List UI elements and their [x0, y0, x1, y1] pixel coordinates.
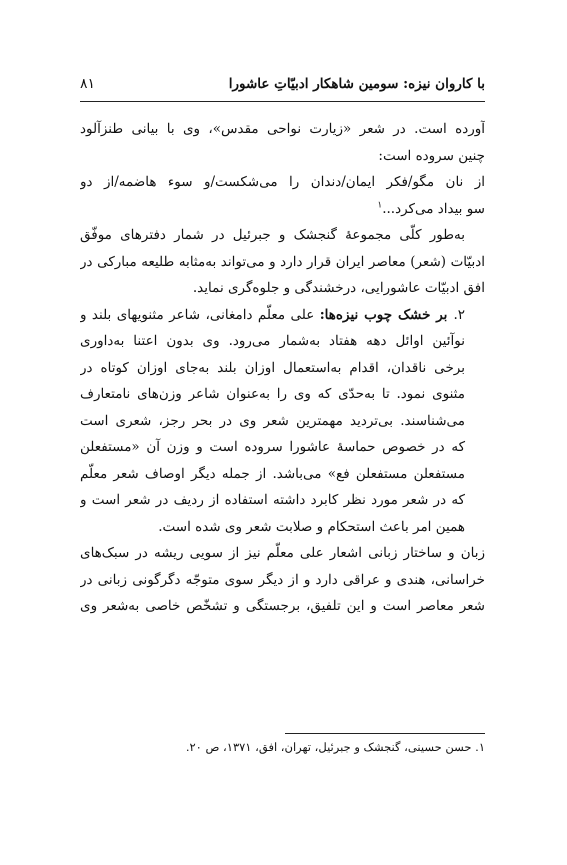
text-line [80, 328, 485, 355]
line-text: که در خصوص حماسهٔ عاشورا سروده است و وزن آن «مستفعلن [80, 439, 465, 455]
line-text: علی معلّم دامغانی، شاعر مثنویهای بلند و [80, 306, 315, 323]
text-line [80, 355, 485, 382]
text-line [80, 540, 485, 567]
text-line [80, 116, 485, 143]
list-item-number: ۲. [453, 306, 466, 323]
text-line [80, 487, 485, 514]
page-number: ۸۱ [80, 76, 96, 92]
running-header [80, 72, 485, 96]
list-item-heading: بر خشک چوب نیزه‌ها: [319, 306, 448, 323]
line-text: افق ادبیّات عاشورایی، درخشندگی و جلوه‌گری نماید. [192, 280, 485, 296]
body-text [80, 116, 485, 620]
text-line [80, 593, 485, 620]
line-text: نوآئین اوائل دهه هفتاد به‌شمار می‌رود. وی بدون اعتنا به‌داوری [80, 333, 465, 349]
footnote-rule [285, 733, 485, 734]
running-title: با کاروان نیزه: سومین شاهکار ادبیّاتِ عاشورا [228, 76, 485, 92]
line-text: آورده است. در شعر «زیارت نواحی مقدس»، وی با بیانی طنزآلود [80, 121, 485, 137]
line-text: چنین سروده است: [378, 147, 485, 164]
line-text: شعر معاصر است و این تلفیق، برجستگی و تشخّص خاصی به‌شعر وی [80, 598, 485, 614]
text-line [80, 143, 485, 170]
text-line [80, 567, 485, 594]
line-text: به‌طور کلّی مجموعهٔ گنجشک و جبرئیل در شمار دفترهای موفّق [80, 227, 465, 243]
line-text: می‌شناسند. بی‌تردید مهمترین شعر وی در بحر رجز، شعری است [80, 412, 465, 429]
text-line [80, 514, 485, 541]
text-line [80, 275, 485, 302]
line-text: همین امر باعث استحکام و صلابت شعر وی شده است. [158, 518, 465, 535]
line-text: سو بیداد می‌کرد... [382, 200, 485, 217]
poem-line [80, 169, 485, 196]
list-item-heading-line [80, 302, 485, 329]
line-text: ادبیّات (شعر) معاصر ایران قرار دارد و می‌تواند به‌مثابه طلیعه مبارکی در [80, 253, 485, 270]
header-rule [80, 101, 485, 102]
text-line [80, 381, 485, 408]
text-line [80, 434, 485, 461]
text-line [80, 461, 485, 488]
text-line [80, 222, 485, 249]
text-line [80, 249, 485, 276]
text-line [80, 408, 485, 435]
line-text: که در شعر مورد نظر کابرد داشته استفاده از ردیف در شعر است و [80, 492, 465, 508]
footnote: ۱. حسن حسینی، گنجشک و جبرئیل، تهران، افق، ۱۳۷۱، ص ۲۰. [185, 740, 485, 754]
line-text: از نان مگو/فکر ایمان/دندان را می‌شکست/و سوء هاضمه/از دو [80, 174, 485, 190]
footnote-marker[interactable]: ۱ [377, 200, 383, 210]
line-text: زبان و ساختار زبانی اشعار علی معلّم نیز از سویی ریشه در سبک‌های [80, 545, 485, 561]
line-text: برخی ناقدان، اقدام به‌استعمال اوزان بلند به‌جای اوزان کوتاه در [80, 359, 465, 376]
line-text: مستفعلن مستفعلن فع» می‌باشد. از جمله دیگر اوصاف شعر معلّم [80, 465, 465, 482]
poem-line [80, 196, 485, 223]
line-text: مثنوی نمود. تا به‌حدّی که وی را به‌عنوان شاعر وزن‌های نامتعارف [80, 386, 465, 402]
line-text: خراسانی، هندی و عراقی دارد و از دیگر سوی متوجّه دگرگونی زبانی در [80, 571, 485, 588]
